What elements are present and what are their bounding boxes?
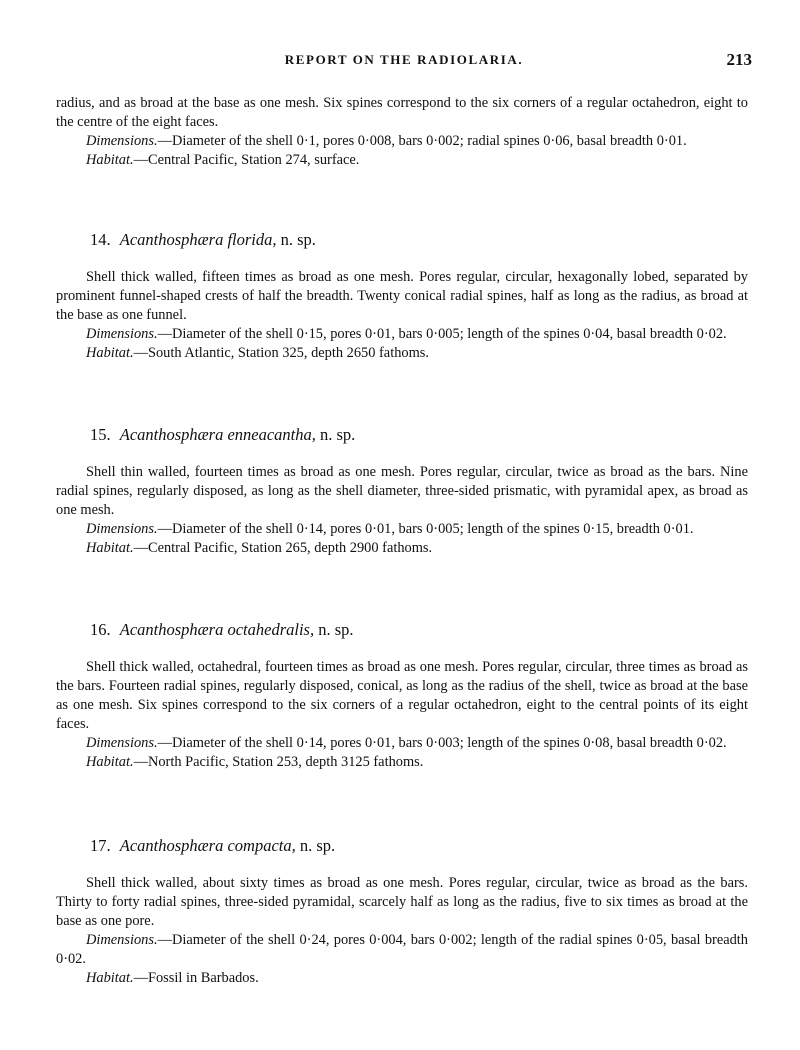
species-suffix: n. sp. [280,230,316,249]
continuation-block [56,94,748,170]
habitat-paragraph [56,753,748,772]
dimensions-label: Dimensions. [86,735,158,751]
description-paragraph: radius, and as broad at the base as one mesh. Six spines correspond to the six corners of a regular octahedron, eight to the centre of the eight faces. [56,95,748,130]
species-number: 17. [90,836,111,855]
habitat-text: —North Pacific, Station 253, depth 3125 fathoms. [133,754,424,770]
species-heading [90,836,748,856]
dimensions-text: —Diameter of the shell 0·24, pores 0·004, bars 0·002; length of the radial spines 0·05, basal breadth 0·02. [56,932,748,967]
species-number: 15. [90,425,111,444]
species-entry [56,620,748,772]
description-paragraph: Shell thick walled, about sixty times as broad as one mesh. Pores regular, circular, twice as broad as the bars. Thirty to forty radial spines, three-sided pyramidal, scarcely half as long as the radius, five to six times as broad at the base as one pore. [56,875,748,929]
dimensions-label: Dimensions. [86,521,158,537]
habitat-text: —South Atlantic, Station 325, depth 2650 fathoms. [133,345,429,361]
dimensions-paragraph [56,734,748,753]
species-entry [56,425,748,558]
dimensions-label: Dimensions. [86,133,158,149]
dimensions-text: —Diameter of the shell 0·14, pores 0·01, bars 0·003; length of the spines 0·08, basal breadth 0·02. [157,735,727,751]
habitat-paragraph [56,151,748,170]
habitat-label: Habitat. [86,754,134,770]
species-name: Acanthosphæra octahedralis, [119,620,315,639]
habitat-label: Habitat. [86,540,134,556]
habitat-label: Habitat. [86,345,134,361]
habitat-text: —Fossil in Barbados. [133,970,259,986]
dimensions-paragraph [56,132,748,151]
description-paragraph: Shell thick walled, octahedral, fourteen times as broad as one mesh. Pores regular, circular, three times as broad as the bars. Fourteen radial spines, regularly disposed, conical, as long as the radius of the shell, twice as broad at the base as one mesh. Six spines correspond to the six corners of a regular octahedron, eight to the central points of its eight faces. [56,659,748,732]
habitat-paragraph [56,539,748,558]
description-paragraph: Shell thin walled, fourteen times as broad as one mesh. Pores regular, circular, twice as broad as the bars. Nine radial spines, regularly disposed, as long as the shell diameter, three-sided prismatic, with pyramidal apex, as broad as one mesh. [56,464,748,518]
running-head: REPORT ON THE RADIOLARIA. [284,52,524,67]
species-number: 14. [90,230,111,249]
dimensions-text: —Diameter of the shell 0·15, pores 0·01, bars 0·005; length of the spines 0·04, basal breadth 0·02. [157,326,727,342]
page-header [56,52,752,74]
page-number: 213 [726,50,752,69]
dimensions-text: —Diameter of the shell 0·14, pores 0·01, bars 0·005; length of the spines 0·15, breadth 0·01. [157,521,694,537]
description-paragraph: Shell thick walled, fifteen times as broad as one mesh. Pores regular, circular, hexagonally lobed, separated by prominent funnel-shaped crests of half the breadth. Twenty conical radial spines, half as long as the radius, as broad at the base as one funnel. [56,269,748,323]
species-heading [90,620,748,640]
habitat-text: —Central Pacific, Station 274, surface. [133,152,360,168]
species-name: Acanthosphæra compacta, [119,836,296,855]
species-heading [90,425,748,445]
species-suffix: n. sp. [318,620,354,639]
species-suffix: n. sp. [320,425,356,444]
dimensions-label: Dimensions. [86,326,158,342]
habitat-label: Habitat. [86,152,134,168]
dimensions-paragraph [56,520,748,539]
dimensions-text: —Diameter of the shell 0·1, pores 0·008, bars 0·002; radial spines 0·06, basal breadth 0·01. [157,133,687,149]
species-entry [56,230,748,363]
dimensions-paragraph [56,325,748,344]
habitat-label: Habitat. [86,970,134,986]
species-name: Acanthosphæra florida, [119,230,277,249]
habitat-paragraph [56,344,748,363]
dimensions-paragraph [56,931,748,969]
habitat-text: —Central Pacific, Station 265, depth 2900 fathoms. [133,540,433,556]
species-entry [56,836,748,988]
species-suffix: n. sp. [299,836,336,855]
species-number: 16. [90,620,111,639]
dimensions-label: Dimensions. [86,932,158,948]
species-heading [90,230,748,250]
species-name: Acanthosphæra enneacantha, [119,425,316,444]
habitat-paragraph [56,969,748,988]
